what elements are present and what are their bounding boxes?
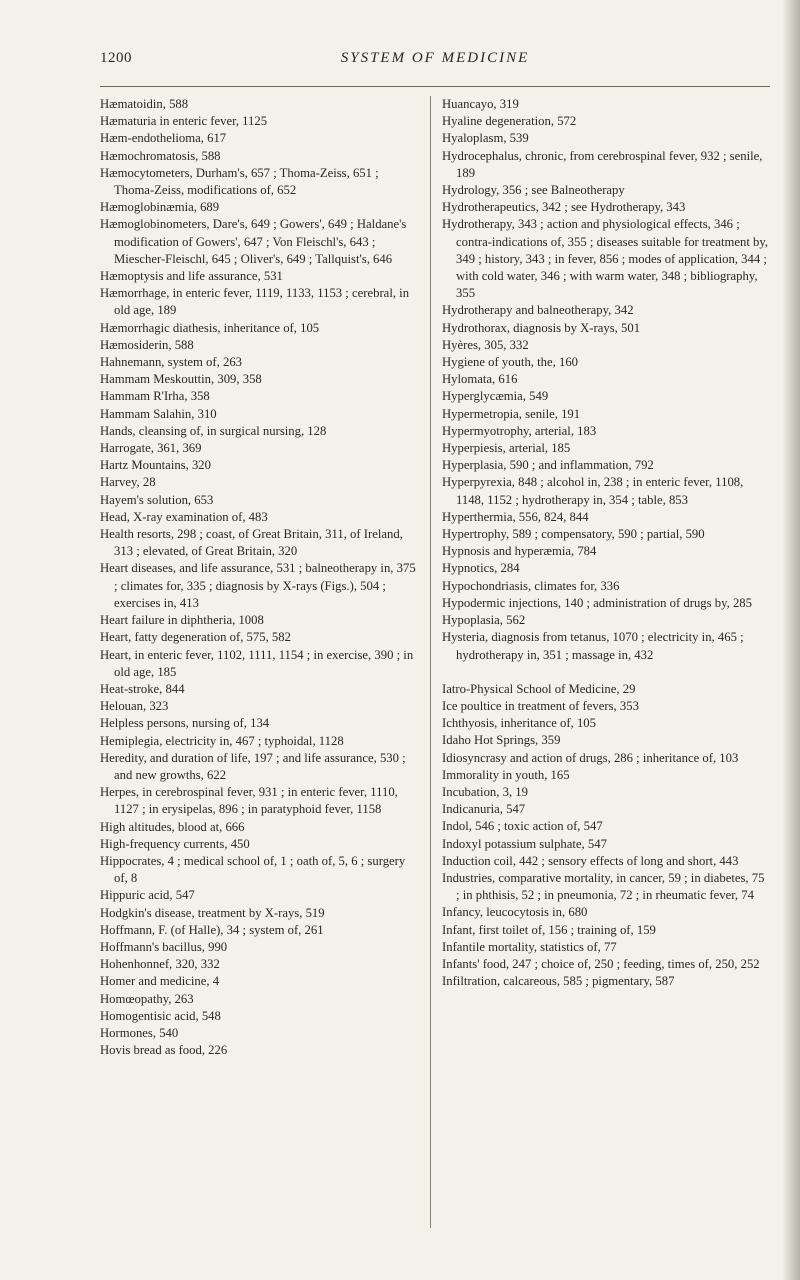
- index-entry: Hyères, 305, 332: [442, 337, 529, 352]
- index-entry: Immorality in youth, 165: [442, 767, 570, 782]
- index-entry: Infant, first toilet of, 156 ; training of, 159: [442, 922, 656, 937]
- index-entry: Hæmocytometers, Durham's, 657 ; Thoma-Zeiss, 651 ; Thoma-Zeiss, modifications of, 652: [100, 165, 379, 198]
- index-entry: Infants' food, 247 ; choice of, 250 ; feeding, times of, 250, 252: [442, 956, 760, 971]
- index-entry: Herpes, in cerebrospinal fever, 931 ; in enteric fever, 1110, 1127 ; in erysipelas, 896 ; in paratyphoid fever, 1158: [100, 785, 398, 817]
- index-entry: Harvey, 28: [100, 475, 156, 490]
- index-entry: Hoffmann's bacillus, 990: [100, 939, 228, 954]
- index-column-right: [442, 96, 770, 990]
- index-entry: Hypermyotrophy, arterial, 183: [442, 423, 597, 438]
- index-entry: Hemiplegia, electricity in, 467 ; typhoidal, 1128: [100, 733, 344, 748]
- index-entry: Hormones, 540: [100, 1025, 179, 1040]
- index-entry: Hippuric acid, 547: [100, 888, 195, 903]
- header-rule: [100, 86, 770, 87]
- index-entry: Hammam R'Irha, 358: [100, 389, 210, 404]
- index-entry: Hæmoglobinæmia, 689: [100, 200, 220, 215]
- index-entry: Hyperplasia, 590 ; and inflammation, 792: [442, 458, 654, 473]
- running-title: SYSTEM OF MEDICINE: [340, 50, 530, 66]
- index-entry: Heart, in enteric fever, 1102, 1111, 1154 ; in exercise, 390 ; in old age, 185: [100, 647, 414, 679]
- index-entry: Idiosyncrasy and action of drugs, 286 ; inheritance of, 103: [442, 750, 739, 765]
- index-entry: High altitudes, blood at, 666: [100, 819, 245, 834]
- index-entry: Hypodermic injections, 140 ; administration of drugs by, 285: [442, 595, 752, 610]
- column-divider: [430, 96, 431, 1228]
- index-entry: Hoffmann, F. (of Halle), 34 ; system of, 261: [100, 922, 324, 937]
- index-entry: Incubation, 3, 19: [442, 784, 528, 799]
- index-entry: Head, X-ray examination of, 483: [100, 509, 268, 524]
- index-entry: Hæmoptysis and life assurance, 531: [100, 269, 283, 284]
- index-entry: Ice poultice in treatment of fevers, 353: [442, 698, 639, 713]
- index-entry: Hyperthermia, 556, 824, 844: [442, 509, 589, 524]
- index-entry: Homer and medicine, 4: [100, 974, 220, 989]
- index-entry: Hammam Salahin, 310: [100, 406, 217, 421]
- index-entry: Iatro-Physical School of Medicine, 29: [442, 681, 636, 696]
- index-entry: Harrogate, 361, 369: [100, 441, 202, 456]
- index-entry: Hands, cleansing of, in surgical nursing, 128: [100, 423, 327, 438]
- index-entry: Hydrotherapeutics, 342 ; see Hydrotherapy, 343: [442, 200, 686, 215]
- page-header: [100, 50, 770, 90]
- index-entry: Hyperpyrexia, 848 ; alcohol in, 238 ; in enteric fever, 1108, 1148, 1152 ; hydrotherapy in, 354 ; table, 853: [442, 475, 744, 507]
- letter-section-gap: [442, 664, 770, 681]
- index-entry: Homœopathy, 263: [100, 991, 194, 1006]
- index-entry: Hypermetropia, senile, 191: [442, 406, 581, 421]
- index-entry: Indoxyl potassium sulphate, 547: [442, 836, 607, 851]
- index-entry: Hæmosiderin, 588: [100, 337, 194, 352]
- index-entry: Idaho Hot Springs, 359: [442, 733, 561, 748]
- index-entry: Hypnosis and hyperæmia, 784: [442, 544, 597, 559]
- index-entry: Huancayo, 319: [442, 97, 519, 111]
- index-entry: High-frequency currents, 450: [100, 836, 250, 851]
- index-entry: Hygiene of youth, the, 160: [442, 355, 579, 370]
- index-entry: Hydrothorax, diagnosis by X-rays, 501: [442, 320, 641, 335]
- index-entry: Health resorts, 298 ; coast, of Great Britain, 311, of Ireland, 313 ; elevated, of Great Britain, 320: [100, 527, 403, 559]
- index-entry: Heart failure in diphtheria, 1008: [100, 613, 264, 628]
- index-column-left: [100, 96, 418, 1059]
- index-entry: Hahnemann, system of, 263: [100, 355, 243, 370]
- index-entry: Hippocrates, 4 ; medical school of, 1 ; oath of, 5, 6 ; surgery of, 8: [100, 853, 406, 886]
- index-entry: Hydrotherapy and balneotherapy, 342: [442, 303, 634, 318]
- index-entry: Hydrocephalus, chronic, from cerebrospinal fever, 932 ; senile, 189: [442, 148, 763, 180]
- index-entry: Industries, comparative mortality, in cancer, 59 ; in diabetes, 75 ; in phthisis, 52 ; in pneumonia, 72 ; in rheumatic fever, 74: [442, 870, 765, 903]
- index-entry: Hæm-endothelioma, 617: [100, 131, 227, 146]
- index-entry: Indol, 546 ; toxic action of, 547: [442, 819, 603, 834]
- index-entry: Hyaline degeneration, 572: [442, 114, 577, 129]
- index-entry: Hysteria, diagnosis from tetanus, 1070 ; electricity in, 465 ; hydrotherapy in, 351 ; massage in, 432: [442, 630, 744, 662]
- page-edge-shadow: [782, 0, 800, 1280]
- index-entry: Hodgkin's disease, treatment by X-rays, 519: [100, 905, 325, 920]
- index-entry: Induction coil, 442 ; sensory effects of long and short, 443: [442, 853, 739, 868]
- index-entry: Hydrotherapy, 343 ; action and physiological effects, 346 ; contra-indications of, 355 ; diseases suitable for treatment by, 349 ; history, 343 ; in fever, 856 ; modes of application, 344 ; with cold water, 346 ; with warm water, 348 ; bibliography, 355: [442, 217, 769, 301]
- index-entry: Heat-stroke, 844: [100, 681, 185, 696]
- index-entry: Hæmorrhage, in enteric fever, 1119, 1133, 1153 ; cerebral, in old age, 189: [100, 286, 410, 318]
- index-entry: Hæmoglobinometers, Dare's, 649 ; Gowers', 649 ; Haldane's modification of Gowers', 647 ; Von Fleischl's, 643 ; Miescher-Fleischl, 645 ; Oliver's, 649 ; Tallquist's, 646: [100, 217, 407, 266]
- index-entry: Hohenhonnef, 320, 332: [100, 957, 220, 972]
- index-entry: Infantile mortality, statistics of, 77: [442, 939, 617, 954]
- index-entry: Hovis bread as food, 226: [100, 1043, 228, 1058]
- index-entry: Hydrology, 356 ; see Balneotherapy: [442, 183, 625, 198]
- index-entry: Indicanuria, 547: [442, 802, 526, 817]
- index-entry: Hyaloplasm, 539: [442, 131, 529, 146]
- index-entry: Hæmaturia in enteric fever, 1125: [100, 114, 268, 129]
- index-entry: Hayem's solution, 653: [100, 492, 214, 507]
- index-entry: Hyperglycæmia, 549: [442, 389, 549, 404]
- index-entry: Hæmorrhagic diathesis, inheritance of, 105: [100, 320, 320, 335]
- index-entry: Heart, fatty degeneration of, 575, 582: [100, 630, 291, 645]
- index-entry: Hæmatoidin, 588: [100, 97, 189, 111]
- index-entry: Heredity, and duration of life, 197 ; and life assurance, 530 ; and new growths, 622: [100, 750, 406, 782]
- index-entry: Ichthyosis, inheritance of, 105: [442, 716, 596, 731]
- index-entry: Hypochondriasis, climates for, 336: [442, 578, 620, 593]
- index-entry: Helouan, 323: [100, 699, 169, 714]
- page-number: 1200: [100, 50, 132, 66]
- index-entry: Helpless persons, nursing of, 134: [100, 716, 270, 731]
- index-entry: Hylomata, 616: [442, 372, 518, 387]
- index-entry: Infiltration, calcareous, 585 ; pigmentary, 587: [442, 974, 675, 989]
- index-entry: Infancy, leucocytosis in, 680: [442, 905, 588, 920]
- index-entry: Hypoplasia, 562: [442, 613, 526, 628]
- index-entry: Hypertrophy, 589 ; compensatory, 590 ; partial, 590: [442, 527, 705, 542]
- index-entry: Hartz Mountains, 320: [100, 458, 211, 473]
- index-entry: Hyperpiesis, arterial, 185: [442, 441, 571, 456]
- index-entry: Homogentisic acid, 548: [100, 1008, 221, 1023]
- index-entry: Hammam Meskouttin, 309, 358: [100, 372, 262, 387]
- index-entry: Heart diseases, and life assurance, 531 ; balneotherapy in, 375 ; climates for, 335 ; diagnosis by X-rays (Figs.), 504 ; exercises in, 413: [100, 561, 416, 610]
- index-entry: Hæmochromatosis, 588: [100, 148, 221, 163]
- index-entry: Hypnotics, 284: [442, 561, 520, 576]
